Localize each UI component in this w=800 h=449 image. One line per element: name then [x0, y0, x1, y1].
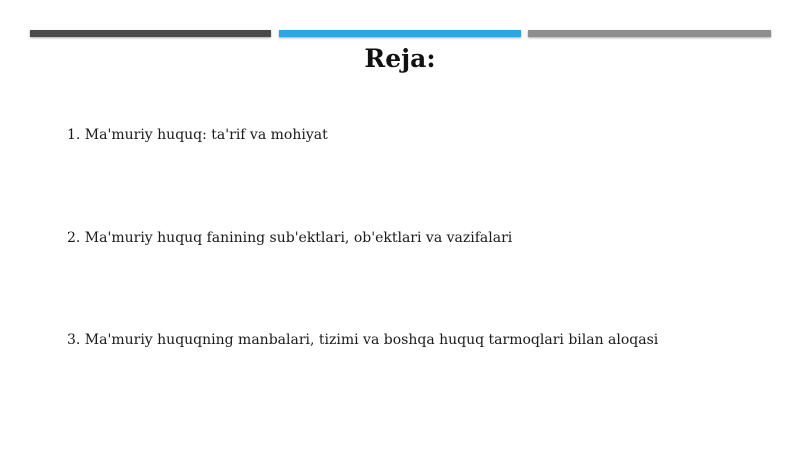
header-bar-dark: [30, 30, 271, 37]
plan-item-1: 1. Ma'muriy huquq: ta'rif va mohiyat: [67, 127, 328, 143]
plan-item-2: 2. Ma'muriy huquq fanining sub'ektlari, ob'ektlari va vazifalari: [67, 230, 513, 246]
header-bar-gray: [528, 30, 771, 37]
plan-item-3: 3. Ma'muriy huquqning manbalari, tizimi va boshqa huquq tarmoqlari bilan aloqasi: [67, 332, 659, 348]
header-bar-blue: [279, 30, 521, 37]
slide-title: Reja:: [364, 44, 436, 73]
